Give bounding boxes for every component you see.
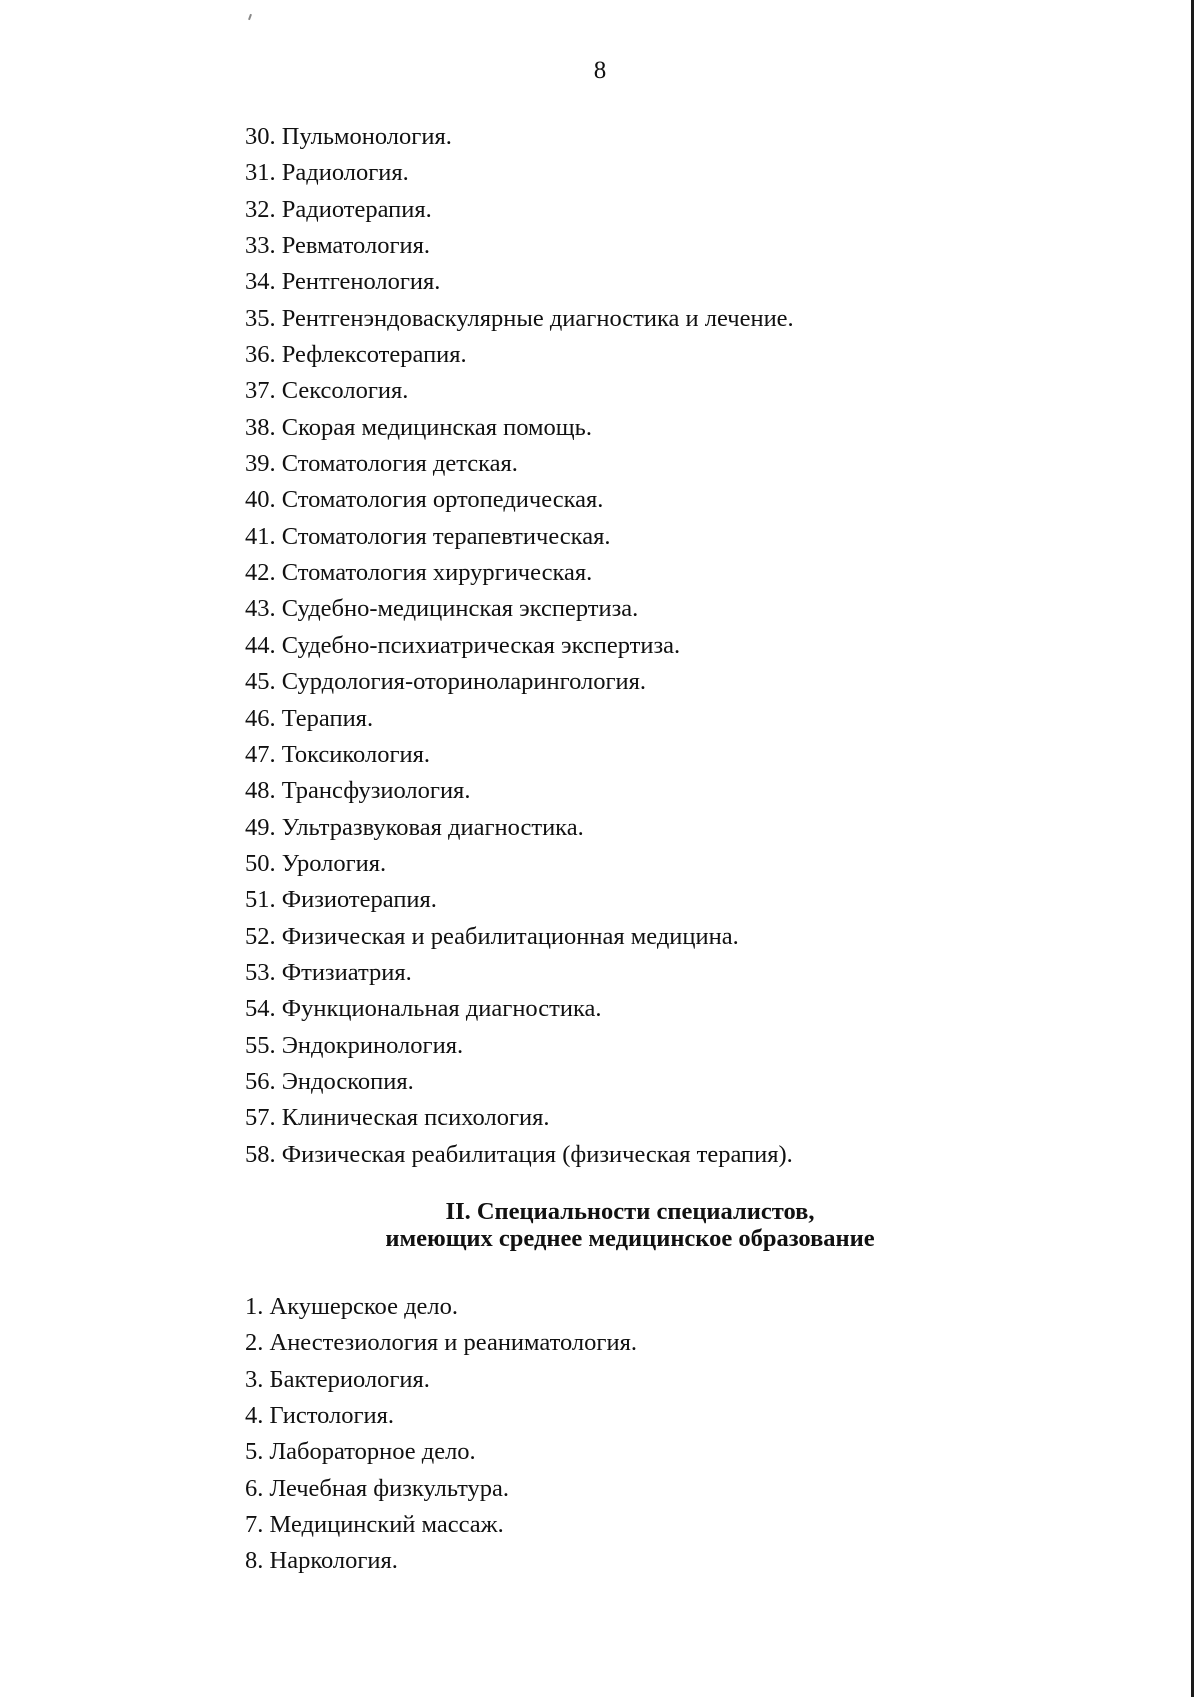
list-item: 52. Физическая и реабилитационная медицина.	[245, 922, 739, 950]
list-item: 6. Лечебная физкультура.	[245, 1474, 509, 1502]
section-heading	[280, 1198, 980, 1252]
list-item: 4. Гистология.	[245, 1402, 395, 1430]
list-item: 48. Трансфузиология.	[245, 777, 471, 805]
specialties-list-higher	[245, 119, 794, 1173]
list-item: 1. Акушерское дело.	[245, 1293, 459, 1320]
list-item: 50. Урология.	[245, 849, 387, 877]
list-item: 41. Стоматология терапевтическая.	[245, 522, 611, 550]
list-item: 45. Сурдология-оториноларингология.	[245, 668, 647, 696]
list-item: 49. Ультразвуковая диагностика.	[245, 813, 584, 841]
list-item: 34. Рентгенология.	[245, 268, 441, 296]
specialties-list-secondary	[245, 1289, 637, 1580]
list-item: 55. Эндокринология.	[245, 1031, 464, 1059]
section-heading-line-2: имеющих среднее медицинское образование	[385, 1225, 875, 1252]
list-item: 8. Наркология.	[245, 1547, 398, 1575]
list-item: 43. Судебно-медицинская экспертиза.	[245, 595, 639, 623]
list-item: 3. Бактериология.	[245, 1365, 430, 1393]
list-item: 2. Анестезиология и реаниматология.	[245, 1329, 637, 1357]
list-item: 36. Рефлексотерапия.	[245, 341, 467, 369]
list-item: 47. Токсикология.	[245, 740, 431, 768]
list-item: 33. Ревматология.	[245, 232, 430, 260]
list-item: 54. Функциональная диагностика.	[245, 995, 602, 1023]
list-item: 56. Эндоскопия.	[245, 1067, 414, 1095]
list-item: 58. Физическая реабилитация (физическая терапия).	[245, 1140, 793, 1168]
list-item: 30. Пульмонология.	[245, 123, 452, 150]
list-item: 39. Стоматология детская.	[245, 450, 518, 478]
list-item: 7. Медицинский массаж.	[245, 1511, 504, 1539]
list-item: 32. Радиотерапия.	[245, 195, 432, 223]
list-item: 35. Рентгенэндоваскулярные диагностика и лечение.	[245, 304, 794, 332]
list-item: 42. Стоматология хирургическая.	[245, 559, 593, 587]
list-item: 38. Скорая медицинская помощь.	[245, 413, 592, 441]
section-heading-line-1: II. Специальности специалистов,	[445, 1198, 815, 1225]
list-item: 53. Фтизиатрия.	[245, 958, 412, 986]
list-item: 44. Судебно-психиатрическая экспертиза.	[245, 631, 681, 659]
list-item: 31. Радиология.	[245, 159, 409, 187]
list-item: 57. Клиническая психология.	[245, 1104, 550, 1132]
list-item: 51. Физиотерапия.	[245, 886, 437, 914]
list-item: 46. Терапия.	[245, 704, 374, 732]
page-number: 8	[593, 57, 607, 84]
list-item: 5. Лабораторное дело.	[245, 1438, 476, 1466]
list-item: 37. Сексология.	[245, 377, 409, 405]
list-item: 40. Стоматология ортопедическая.	[245, 486, 604, 514]
